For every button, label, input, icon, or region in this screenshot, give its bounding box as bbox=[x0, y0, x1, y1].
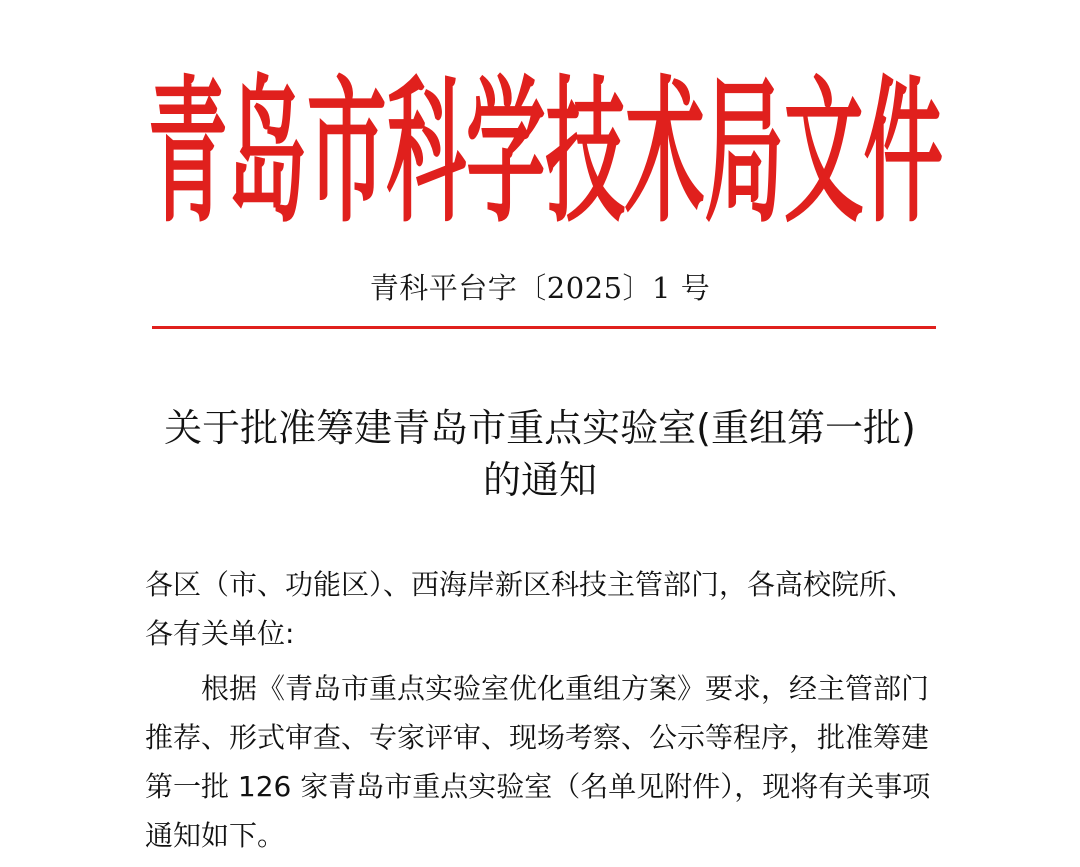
red-divider-rule bbox=[152, 326, 936, 329]
body-line-1: 根据《青岛市重点实验室优化重组方案》要求，经主管部门 bbox=[201, 672, 930, 705]
masthead-svg bbox=[148, 60, 948, 235]
title-line-2: 的通知 bbox=[482, 458, 597, 502]
body-line-4: 通知如下。 bbox=[145, 819, 286, 852]
masthead-title: 青岛市科学技术局文件 bbox=[148, 62, 943, 235]
document-number: 青科平台字〔2025〕1 号 bbox=[369, 271, 711, 305]
salutation-line-2: 各有关单位: bbox=[145, 617, 295, 650]
salutation-line-1: 各区（市、功能区）、西海岸新区科技主管部门，各高校院所、 bbox=[145, 568, 916, 601]
document-title bbox=[0, 402, 1080, 506]
document-masthead bbox=[148, 60, 948, 235]
body-paragraph bbox=[145, 664, 955, 860]
salutation bbox=[145, 560, 955, 658]
body-line-2: 推荐、形式审查、专家评审、现场考察、公示等程序，批准筹建 bbox=[145, 721, 930, 754]
body-line-3: 第一批 126 家青岛市重点实验室（名单见附件），现将有关事项 bbox=[145, 770, 931, 803]
title-line-1: 关于批准筹建青岛市重点实验室(重组第一批) bbox=[164, 406, 916, 450]
